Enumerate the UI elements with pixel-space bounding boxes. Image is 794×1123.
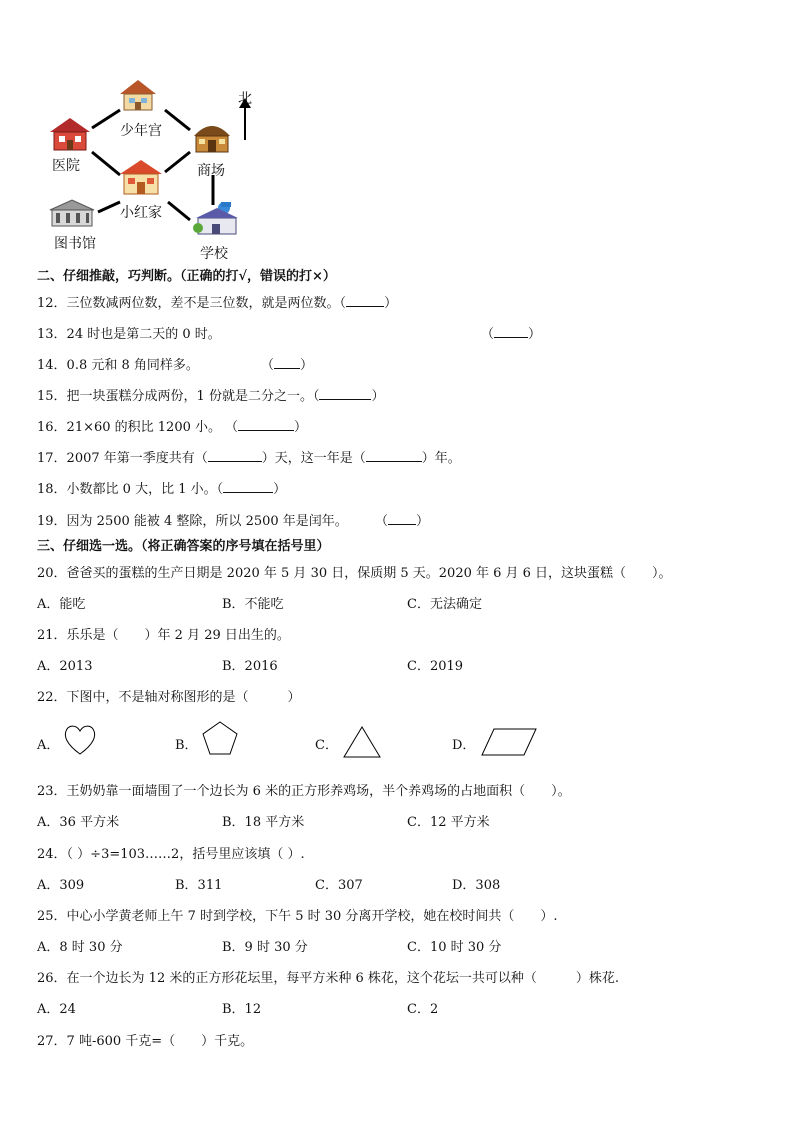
hospital-label: 医院 [52, 158, 80, 174]
q23-option-b[interactable]: B．18 平方米 [222, 815, 305, 830]
line-hospital-palace [92, 110, 120, 128]
q22-option-a[interactable]: A． [37, 738, 60, 753]
q23-option-a[interactable]: A．36 平方米 [37, 815, 120, 830]
school-label: 学校 [200, 246, 228, 262]
youth-palace-label: 少年宫 [120, 123, 162, 139]
q20-option-c[interactable]: C．无法确定 [407, 597, 482, 612]
question-12: 12．三位数减两位数，差不是三位数，就是两位数。（ ） [37, 296, 398, 311]
question-18: 18．小数都比 0 大，比 1 小。（ ） [37, 482, 287, 497]
heart-icon[interactable] [62, 722, 98, 758]
pentagon-icon[interactable] [201, 720, 239, 756]
answer-blank[interactable] [346, 294, 384, 307]
section2-heading: 二、仔细推敲，巧判断。（正确的打√，错误的打×） [37, 269, 336, 284]
q22-option-c[interactable]: C． [315, 738, 338, 753]
line-mall-home [165, 152, 190, 172]
triangle-icon[interactable] [342, 725, 382, 759]
answer-blank[interactable] [494, 325, 528, 338]
mall-label: 商场 [197, 163, 225, 179]
q24-option-a[interactable]: A．309 [37, 878, 85, 893]
q25-option-b[interactable]: B．9 时 30 分 [222, 940, 308, 955]
q23-option-c[interactable]: C．12 平方米 [407, 815, 490, 830]
line-home-library [98, 202, 120, 212]
question-14: 14．0.8 元和 8 角同样多。 [37, 358, 199, 373]
question-19-answer: （ ） [375, 514, 430, 529]
q20-option-a[interactable]: A．能吃 [37, 597, 86, 612]
answer-blank[interactable] [223, 480, 273, 493]
q26-option-a[interactable]: A．24 [37, 1002, 76, 1017]
q20-option-b[interactable]: B．不能吃 [222, 597, 284, 612]
parallelogram-icon[interactable] [480, 727, 538, 757]
answer-blank[interactable] [319, 387, 371, 400]
question-27: 27．7 吨-600 千克=（ ）千克。 [37, 1034, 254, 1049]
q24-option-b[interactable]: B．311 [175, 878, 223, 893]
library-icon [46, 198, 98, 230]
question-22: 22．下图中，不是轴对称图形的是（ ） [37, 690, 301, 705]
q24-option-d[interactable]: D．308 [452, 878, 501, 893]
question-23: 23．王奶奶靠一面墙围了一个边长为 6 米的正方形养鸡场，半个养鸡场的占地面积（ ）。 [37, 784, 571, 799]
answer-blank[interactable] [274, 356, 300, 369]
youth-palace-icon [118, 78, 158, 112]
question-21: 21．乐乐是（ ）年 2 月 29 日出生的。 [37, 628, 290, 643]
answer-blank[interactable] [238, 418, 294, 431]
q21-option-b[interactable]: B．2016 [222, 659, 278, 674]
direction-map [40, 80, 270, 270]
question-16: 16．21×60 的积比 1200 小。 [37, 420, 222, 435]
q22-option-d[interactable]: D． [452, 738, 476, 753]
answer-blank[interactable] [208, 449, 262, 462]
question-25: 25．中心小学黄老师上午 7 时到学校，下午 5 时 30 分离开学校，她在校时间共（ ）. [37, 909, 558, 924]
question-13-answer: （ ） [481, 327, 542, 342]
q25-option-c[interactable]: C．10 时 30 分 [407, 940, 502, 955]
question-19: 19．因为 2500 能被 4 整除，所以 2500 年是闰年。 [37, 514, 348, 529]
north-label: 北 [238, 91, 252, 107]
question-24: 24．（ ）÷3=103……2，括号里应该填（ ）. [37, 847, 305, 862]
line-hospital-home [92, 152, 120, 175]
answer-blank[interactable] [366, 449, 422, 462]
q21-option-a[interactable]: A．2013 [37, 659, 93, 674]
q26-option-c[interactable]: C．2 [407, 1002, 439, 1017]
hospital-icon [50, 118, 90, 152]
q21-option-c[interactable]: C．2019 [407, 659, 464, 674]
home-icon [118, 158, 164, 196]
answer-blank[interactable] [388, 512, 416, 525]
question-17: 17．2007 年第一季度共有（ ）天，这一年是（ ）年。 [37, 451, 461, 466]
library-label: 图书馆 [54, 236, 96, 252]
school-icon [190, 200, 242, 238]
question-16-answer: （ ） [225, 420, 308, 435]
line-home-school [168, 202, 190, 220]
question-15: 15．把一块蛋糕分成两份，1 份就是二分之一。（ ） [37, 389, 385, 404]
section3-heading: 三、仔细选一选。（将正确答案的序号填在括号里） [37, 539, 330, 554]
q25-option-a[interactable]: A．8 时 30 分 [37, 940, 123, 955]
q26-option-b[interactable]: B．12 [222, 1002, 262, 1017]
question-14-answer: （ ） [261, 358, 314, 373]
mall-icon [190, 118, 234, 154]
q24-option-c[interactable]: C．307 [315, 878, 363, 893]
home-label: 小红家 [120, 205, 162, 221]
question-13: 13．24 时也是第二天的 0 时。 [37, 327, 221, 342]
question-20: 20．爸爸买的蛋糕的生产日期是 2020 年 5 月 30 日，保质期 5 天。2020 年 6 月 6 日，这块蛋糕（ ）。 [37, 566, 672, 581]
question-26: 26．在一个边长为 12 米的正方形花坛里，每平方米种 6 株花，这个花坛一共可以种（ ）株花. [37, 971, 620, 986]
line-palace-mall [165, 110, 190, 130]
q22-option-b[interactable]: B． [175, 738, 198, 753]
